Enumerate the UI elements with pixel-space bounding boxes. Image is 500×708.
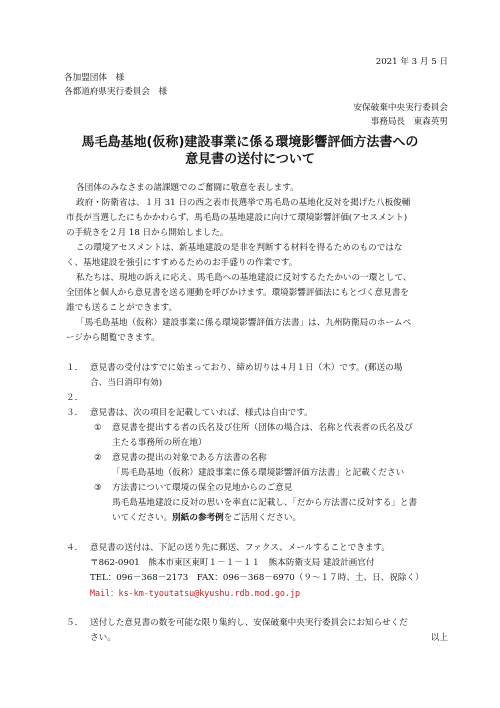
mailing-address: 〒862-0901 熊本市東区東町１－１－１１ 熊本防衛支局 建設計画官付	[90, 558, 375, 568]
sub-item-text-plain: いてください。	[112, 513, 173, 523]
intro-line: 誰でも送ることができます。	[66, 303, 178, 313]
sub-item-number: ③	[94, 483, 102, 493]
item-number: ４．	[66, 543, 84, 553]
reference-example-emphasis: 別紙の参考例	[172, 513, 224, 523]
sub-item-text: 主たる事務所の所在地）	[112, 438, 207, 448]
intro-line: 政府・防衛省は、１月 31 日の西之表市長選挙で馬毛島の基地化反対を掲げた八板俊輔	[76, 198, 411, 208]
document-title-line-2: 意見書の送付について	[185, 152, 315, 167]
intro-line: 市長が当選したにもかかわらず、馬毛島の基地建設に向けて環境影響評価(アセスメント)	[66, 213, 408, 223]
item-5-text: 送付した意見書の数を可能な限り集約し、安保破棄中央実行委員会にお知らせくだ	[90, 618, 408, 628]
intro-line: 私たちは、現地の訴えに応え、馬毛島への基地建設に反対するたたかいの一環として、	[76, 273, 412, 283]
sender-person: 事務局長 東森英男	[370, 117, 448, 127]
sub-item-number: ①	[94, 423, 102, 433]
item-number: ２．	[66, 393, 84, 403]
sub-item-text: 馬毛島基地建設に反対の思いを率直に記載し、「だから方法書に反対する」と書	[112, 498, 418, 508]
sub-item-text: 意見書の提出の対象である方法書の名称	[112, 453, 267, 463]
intro-line: の手続きを２月 18 日から開始しました。	[66, 228, 229, 238]
item-5-text: さい。	[90, 633, 116, 643]
item-1-text: 意見書の受付はすでに始まっており、締め切りは４月１日（木）です。(郵送の場	[90, 363, 403, 373]
intro-line: ージから閲覧できます。	[66, 333, 160, 343]
phone-fax: TEL：096－368－2173 FAX：096－368－6970（９～１７時、土、日、祝除く）	[90, 573, 424, 583]
document-title-line-1: 馬毛島基地(仮称)建設事業に係る環境影響評価方法書への	[81, 135, 419, 150]
intro-line: 全団体と個人から意見書を送る運動を呼びかけます。環境影響評価法にもとづく意見書を	[66, 288, 409, 298]
sub-item-text: 方法書について環境の保全の見地からのご意見	[112, 483, 293, 493]
sender-organization: 安保破棄中央実行委員会	[353, 103, 448, 113]
sub-item-text: 意見書を提出する者の氏名及び住所（団体の場合は、名称と代表者の氏名及び	[112, 423, 413, 433]
intro-line: 「馬毛島基地（仮称）建設事業に係る環境影響評価方法書」は、九州防衛局のホームペ	[76, 318, 412, 328]
sub-item-text: 「馬毛島基地（仮称）建設事業に係る環境影響評価方法書」と記載ください	[112, 468, 405, 478]
document-date: 2021 年 3 月 5 日	[375, 57, 448, 67]
item-3-text: 意見書は、次の項目を記載していれば、様式は自由です。	[90, 408, 313, 418]
item-number: ３．	[66, 408, 84, 418]
intro-line: く、基地建設を強引にすすめるためのお手盛りの作業です。	[66, 258, 298, 268]
sub-item-text-plain: をご活用ください。	[223, 513, 302, 523]
closing-remark: 以上	[430, 633, 448, 643]
recipient-organizations: 各加盟団体 様	[64, 73, 125, 83]
sub-item-text	[112, 514, 301, 523]
sub-item-number: ②	[94, 453, 102, 463]
item-number: １．	[66, 363, 84, 373]
intro-line: この環境アセスメントは、新基地建設の是非を判断する材料を得るためのものではな	[76, 243, 403, 253]
recipient-committees: 各都道府県実行委員会 様	[64, 87, 168, 97]
intro-line: 各団体のみなさまの諸課題でのご奮闘に敬意を表します。	[76, 183, 299, 193]
item-1-text: 合、当日消印有効)	[90, 378, 163, 388]
item-number: ５．	[66, 618, 84, 628]
item-4-text: 意見書の送付は、下記の送り先に郵送、ファクス、メールすることできます。	[90, 543, 390, 553]
email-address-link[interactable]: Mail：ks-km-tyoutatsu@kyushu.rdb.mod.go.jp	[90, 588, 301, 598]
